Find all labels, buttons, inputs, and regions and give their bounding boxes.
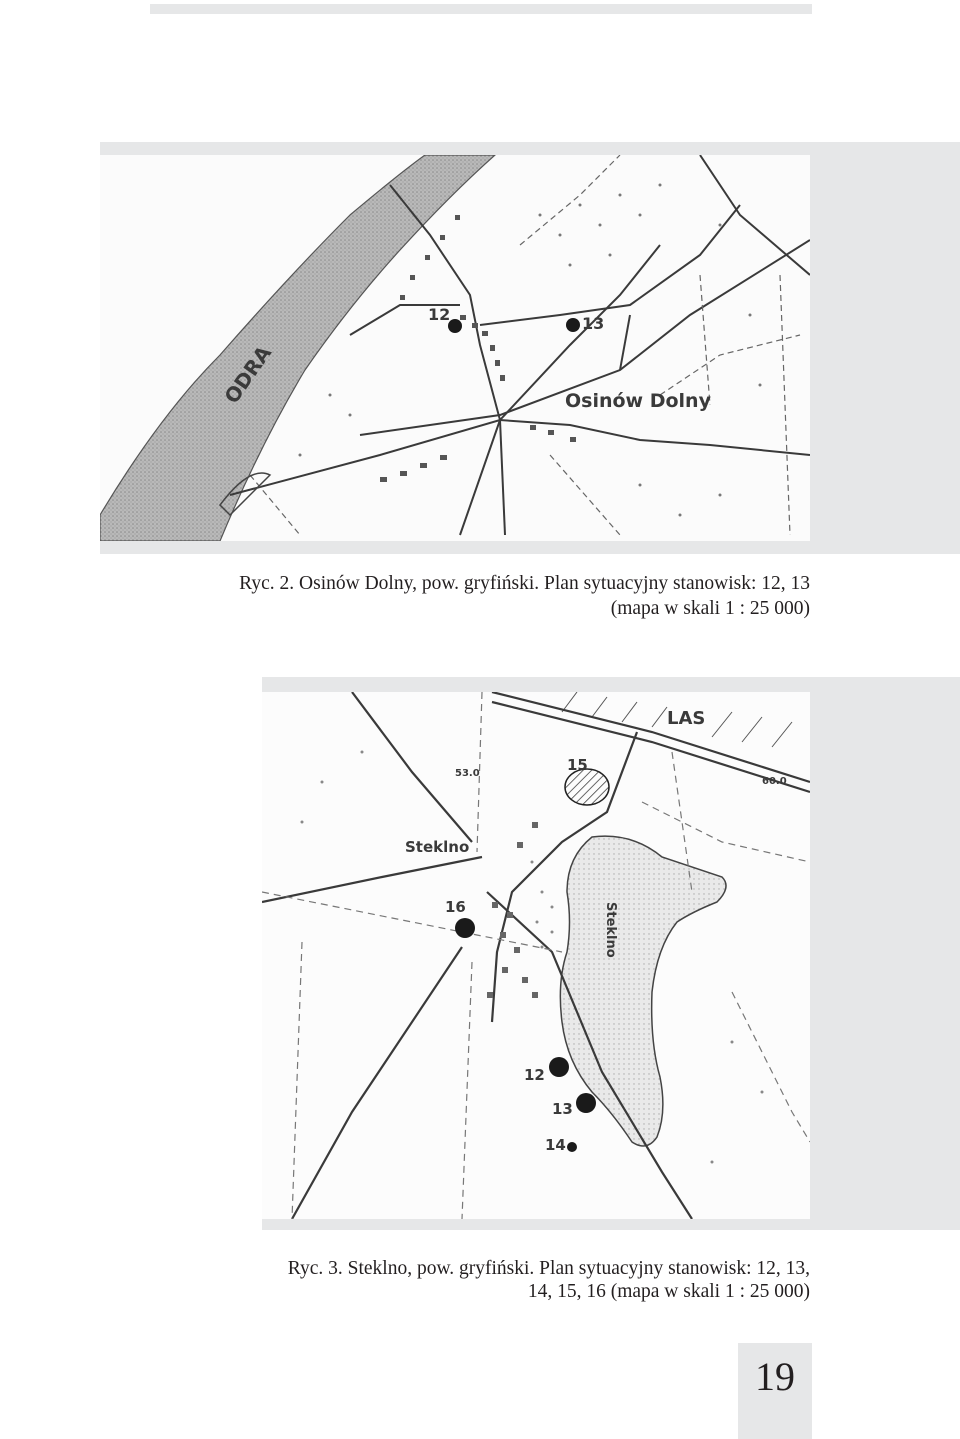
top-decorative-bar — [150, 4, 812, 14]
map-label-site-12: 12 — [428, 305, 451, 324]
figure-2-map — [262, 692, 810, 1219]
site-14-marker — [567, 1142, 577, 1152]
figure-2-caption-line-1: Ryc. 3. Steklno, pow. gryfiński. Plan sytuacyjny stanowisk: 12, 13, — [287, 1258, 810, 1279]
map-label-site-12: 12 — [524, 1066, 545, 1084]
map-label-lake: Steklno — [603, 902, 618, 958]
site-12-marker — [549, 1057, 569, 1077]
map-label-site-13: 13 — [552, 1100, 573, 1118]
figure-1-map — [100, 155, 810, 541]
map-label-site-16: 16 — [445, 898, 466, 916]
map-label-river: ODRA — [219, 341, 277, 408]
map-label-site-13: 13 — [582, 314, 605, 333]
site-16-marker — [455, 918, 475, 938]
river-odra — [100, 155, 495, 541]
map-label-forest: LAS — [667, 708, 706, 729]
page-number: 19 — [755, 1354, 795, 1399]
map-label-elev-b: 60.0 — [762, 776, 787, 787]
map-label-elev-a: 53.0 — [455, 768, 480, 779]
site-13-marker — [576, 1093, 596, 1113]
site-13-marker — [566, 318, 580, 332]
map-label-village: Steklno — [405, 838, 470, 856]
figure-1-caption-line-2: (mapa w skali 1 : 25 000) — [610, 598, 810, 619]
map-label-site-14: 14 — [545, 1136, 566, 1154]
map-label-village: Osinów Dolny — [565, 390, 711, 412]
figure-2-caption-line-2: 14, 15, 16 (mapa w skali 1 : 25 000) — [527, 1281, 810, 1302]
figure-1-caption-line-1: Ryc. 2. Osinów Dolny, pow. gryfiński. Plan sytuacyjny stanowisk: 12, 13 — [239, 573, 810, 594]
map-label-site-15: 15 — [567, 756, 588, 774]
